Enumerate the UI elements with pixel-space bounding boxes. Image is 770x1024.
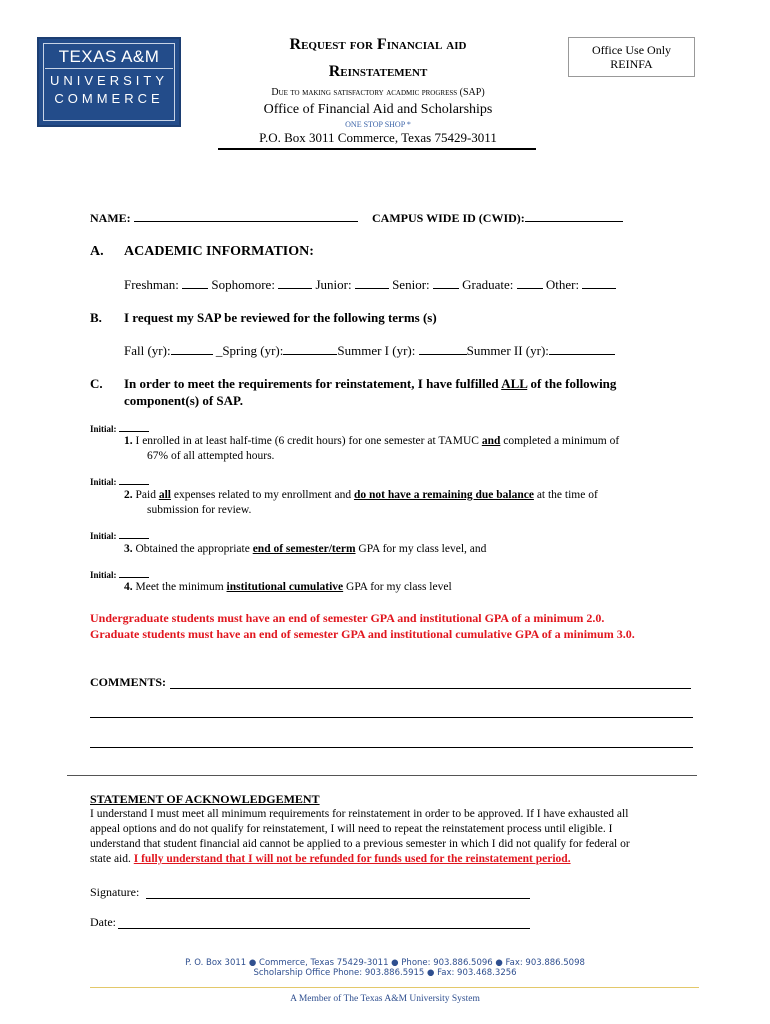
acknowledgement-line3: understand that student financial aid cannot be applied to a previous semester in which I did not qualify for federal or	[90, 838, 630, 850]
form-subtitle: Due to making satisfactory acadmic progress (SAP)	[271, 87, 485, 98]
section-b-heading: I request my SAP be reviewed for the following terms (s)	[124, 310, 437, 325]
option-graduate: Graduate:	[462, 277, 514, 292]
signature-label: Signature:	[90, 885, 140, 899]
term-fall: Fall (yr):	[124, 343, 171, 358]
section-a-letter: A.	[90, 244, 104, 259]
initial-blank-4[interactable]	[119, 570, 149, 578]
graduate-blank[interactable]	[517, 278, 543, 289]
header-divider	[218, 148, 536, 150]
section-c-heading-post: of the following	[530, 376, 617, 391]
acknowledgement-line4: state aid. I fully understand that I will not be refunded for funds used for the reinstatement period.	[90, 853, 571, 865]
term-summer1: Summer I (yr):	[337, 343, 416, 358]
cwid-field	[372, 211, 623, 226]
name-label: NAME:	[90, 211, 131, 225]
comments-line-2[interactable]	[90, 717, 693, 718]
requirement-item-2: 2. Paid all expenses related to my enrollment and do not have a remaining due balance at the time of submission for review.	[124, 489, 598, 516]
section-c-heading-line2: component(s) of SAP.	[124, 393, 244, 408]
spring-blank[interactable]	[283, 344, 337, 355]
summer2-blank[interactable]	[549, 344, 615, 355]
section-b-letter: B.	[90, 310, 102, 325]
term-spring: _Spring (yr):	[215, 343, 284, 358]
initial-field-1: Initial:	[90, 424, 149, 434]
office-use-code: REINFA	[610, 57, 653, 71]
university-logo	[37, 37, 181, 127]
section-a-heading: ACADEMIC INFORMATION:	[124, 244, 314, 259]
office-use-box	[568, 37, 695, 77]
signature-line[interactable]	[146, 898, 530, 899]
section-c-heading	[124, 376, 616, 392]
office-address: P.O. Box 3011 Commerce, Texas 75429-3011	[259, 130, 497, 145]
logo-line2: UNIVERSITY	[49, 73, 168, 88]
term-options	[124, 343, 615, 359]
option-freshman: Freshman:	[124, 277, 179, 292]
acknowledgement-heading: STATEMENT OF ACKNOWLEDGEMENT	[90, 792, 320, 806]
class-level-options	[124, 277, 616, 293]
other-blank[interactable]	[582, 278, 616, 289]
cwid-blank[interactable]	[525, 211, 623, 222]
comments-line-3[interactable]	[90, 747, 693, 748]
gpa-notice-graduate: Graduate students must have an end of semester GPA and institutional cumulative GPA of a minimum 3.0.	[90, 627, 635, 641]
section-c-all: ALL	[501, 376, 528, 391]
footer-scholarship: Scholarship Office Phone: 903.886.5915 ● Fax: 903.468.3256	[253, 968, 517, 978]
option-junior: Junior:	[315, 277, 352, 292]
option-other: Other:	[545, 277, 580, 292]
term-summer2: Summer II (yr):	[466, 343, 549, 358]
acknowledgement-line2: appeal options and do not qualify for reinstatement, I will need to repeat the reinstatement process until eligible. I	[90, 823, 613, 835]
logo-line3: COMMERCE	[54, 91, 164, 106]
requirement-item-3: 3. Obtained the appropriate end of semester/term GPA for my class level, and	[124, 543, 487, 555]
initial-blank-2[interactable]	[119, 477, 149, 485]
requirement-item-4: 4. Meet the minimum institutional cumulative GPA for my class level	[124, 581, 452, 593]
junior-blank[interactable]	[355, 278, 389, 289]
office-name: Office of Financial Aid and Scholarships	[263, 102, 493, 117]
option-sophomore: Sophomore:	[211, 277, 275, 292]
cwid-label: CAMPUS WIDE ID (CWID):	[372, 211, 525, 225]
comments-label: COMMENTS:	[90, 675, 166, 689]
option-senior: Senior:	[392, 277, 430, 292]
no-refund-notice: I fully understand that I will not be refunded for funds used for the reinstatement period.	[133, 853, 571, 865]
acknowledgement-line1: I understand I must meet all minimum requirements for reinstatement in order to be approved. If I have exhausted all	[90, 808, 629, 820]
one-stop-shop: ONE STOP SHOP *	[345, 120, 411, 129]
initial-field-2: Initial:	[90, 477, 149, 487]
gpa-notice-undergrad: Undergraduate students must have an end of semester GPA and institutional GPA of a minimum 2.0.	[90, 611, 605, 625]
requirement-item-1: 1. I enrolled in at least half-time (6 credit hours) for one semester at TAMUC and completed a minimum of 67% of all attempted hours.	[124, 435, 620, 462]
footer-divider	[90, 987, 699, 988]
senior-blank[interactable]	[433, 278, 459, 289]
section-divider	[67, 775, 697, 776]
footer-contact: P. O. Box 3011 ● Commerce, Texas 75429-3011 ● Phone: 903.886.5096 ● Fax: 903.886.5098	[185, 958, 585, 968]
form-title-line1: Request for Financial aid	[289, 36, 467, 53]
sophomore-blank[interactable]	[278, 278, 312, 289]
initial-field-4: Initial:	[90, 570, 149, 580]
fall-blank[interactable]	[171, 344, 213, 355]
initial-blank-3[interactable]	[119, 531, 149, 539]
footer-member: A Member of The Texas A&M University System	[290, 994, 480, 1004]
name-field	[90, 211, 358, 226]
initial-field-3: Initial:	[90, 531, 149, 541]
section-c-heading-pre: In order to meet the requirements for reinstatement, I have fulfilled	[124, 376, 499, 391]
comments-line-1[interactable]	[170, 688, 691, 689]
date-label: Date:	[90, 915, 116, 929]
logo-line1: TEXAS A&M	[58, 47, 160, 66]
summer1-blank[interactable]	[419, 344, 467, 355]
office-use-label: Office Use Only	[591, 43, 672, 57]
freshman-blank[interactable]	[182, 278, 208, 289]
name-blank[interactable]	[134, 211, 358, 222]
initial-blank-1[interactable]	[119, 424, 149, 432]
section-c-letter: C.	[90, 376, 103, 391]
date-line[interactable]	[118, 928, 530, 929]
form-title-line2: Reinstatement	[328, 63, 428, 80]
